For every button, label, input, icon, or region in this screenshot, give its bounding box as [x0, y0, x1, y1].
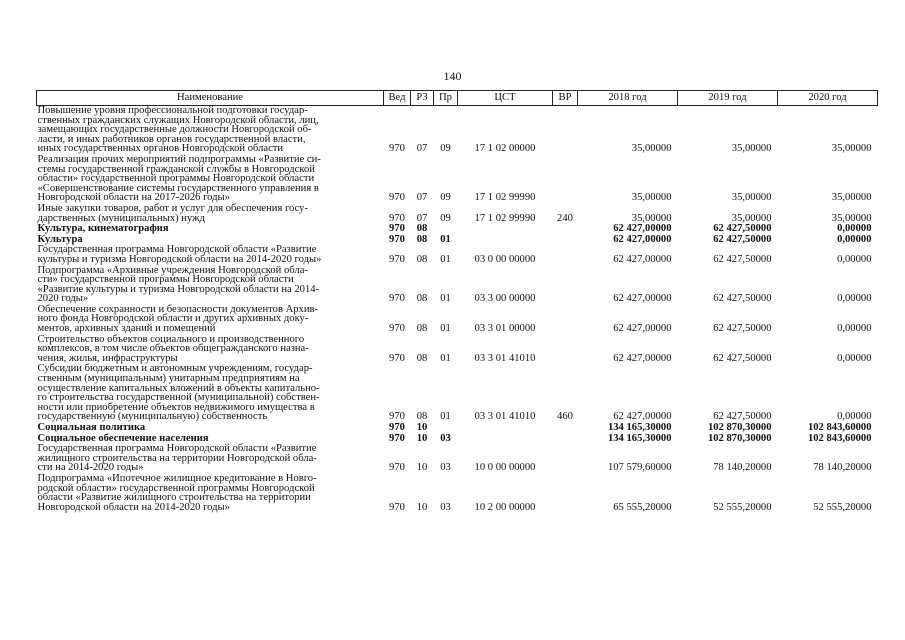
cst-cell	[458, 235, 553, 246]
row-name-line: Подпрограмма «Архивные учреждения Новгородской обла-	[37, 264, 308, 276]
table-row	[37, 266, 878, 305]
rz-cell: 08	[416, 253, 428, 265]
row-name-line: Реализация прочих мероприятий подпрограммы «Развитие си-	[37, 153, 321, 165]
amount-2018-cell: 62 427,00000	[613, 223, 672, 235]
pr-cell: 01	[440, 411, 451, 423]
amount-2019-cell: 35,00000	[731, 212, 772, 224]
pr-cell: 01	[440, 293, 451, 305]
row-name-line: замещающих государственные должности Новгородской об-	[37, 124, 312, 136]
ved-cell: 970	[389, 462, 405, 474]
amount-2018-cell: 35,00000	[631, 212, 672, 224]
amount-2018-cell: 107 579,60000	[607, 462, 672, 474]
rz-cell: 08	[416, 293, 428, 305]
rz-cell: 08	[416, 352, 428, 364]
row-name-line: Культура	[37, 233, 83, 245]
ved-cell: 970	[389, 223, 405, 235]
amount-2019-cell: 62 427,50000	[713, 223, 772, 235]
column-header: 2019 год	[678, 91, 778, 106]
row-name	[37, 266, 384, 305]
pr-cell: 09	[440, 192, 451, 204]
amount-2020-cell: 52 555,20000	[813, 501, 872, 513]
cst-cell	[458, 423, 553, 434]
rz-cell: 10	[416, 432, 428, 444]
row-name-line: иных государственных органов Новгородской области	[37, 143, 284, 155]
row-name-line: «Развитие культуры и туризма Новгородской области на 2014-	[37, 283, 320, 295]
cst-cell	[458, 434, 553, 445]
row-name-line: Новгородской области на 2014-2020 годы»	[37, 501, 230, 513]
row-name-line: ласти, и иных работников органов государственной власти,	[37, 133, 306, 145]
ved-cell: 970	[389, 411, 405, 423]
cst-cell: 10 2 00 00000	[474, 501, 536, 513]
pr-cell: 01	[440, 253, 451, 265]
amount-2019-cell: 62 427,50000	[713, 253, 772, 265]
table-row	[37, 364, 878, 423]
rz-cell: 08	[416, 411, 428, 423]
amount-2018-cell: 62 427,00000	[613, 233, 672, 245]
row-name-line: области «Развитие жилищного строительства на территории	[37, 492, 311, 504]
table-row	[37, 444, 878, 474]
column-header: ЦСТ	[458, 91, 553, 106]
row-name-line: ственных гражданских служащих Новгородской области, лиц,	[37, 114, 319, 126]
rz-cell: 07	[416, 143, 428, 155]
row-name-line: «Совершенствование системы государственного управления в	[37, 182, 319, 194]
ved-cell: 970	[389, 323, 405, 335]
row-name-line: Субсидии бюджетным и автономным учреждениям, государ-	[37, 363, 313, 375]
ved-cell: 970	[389, 233, 405, 245]
amount-2019-cell: 52 555,20000	[713, 501, 772, 513]
amount-2019-cell: 62 427,50000	[713, 233, 772, 245]
ved-cell: 970	[389, 253, 405, 265]
column-header: Пр	[434, 91, 458, 106]
table-header-row	[37, 91, 878, 106]
column-header: 2018 год	[578, 91, 678, 106]
amount-2019-cell: 62 427,50000	[713, 323, 772, 335]
row-name-line: Социальное обеспечение населения	[37, 432, 209, 444]
row-name-line: стемы государственной гражданской службы в Новгородской	[37, 163, 315, 175]
vr-cell	[553, 155, 578, 204]
amount-2018-cell: 62 427,00000	[613, 253, 672, 265]
table-row	[37, 305, 878, 335]
ved-cell: 970	[389, 432, 405, 444]
row-name	[37, 224, 384, 235]
row-name	[37, 305, 384, 335]
row-name-line: ментов, архивных зданий и помещений	[37, 323, 216, 335]
row-name	[37, 155, 384, 204]
table-row	[37, 245, 878, 265]
ved-cell: 970	[389, 212, 405, 224]
rz-cell: 08	[416, 233, 428, 245]
table-row	[37, 423, 878, 434]
amount-2019-cell: 62 427,50000	[713, 293, 772, 305]
amount-2020-cell: 0,00000	[837, 253, 872, 265]
amount-2019-cell: 62 427,50000	[713, 411, 772, 423]
amount-2018-cell: 62 427,00000	[613, 323, 672, 335]
column-header: 2020 год	[778, 91, 878, 106]
pr-cell: 09	[440, 212, 451, 224]
row-name-line: культуры и туризма Новгородской области на 2014-2020 годы»	[37, 253, 322, 265]
ved-cell: 970	[389, 422, 405, 433]
pr-cell: 01	[440, 323, 451, 335]
amount-2019-cell: 35,00000	[731, 192, 772, 204]
row-name-line: дарственных (муниципальных) нужд	[37, 212, 205, 224]
pr-cell	[434, 423, 458, 434]
vr-cell	[553, 474, 578, 513]
ved-cell: 970	[389, 192, 405, 204]
row-name-line: Иные закупки товаров, работ и услуг для обеспечения госу-	[37, 202, 309, 214]
pr-cell: 01	[440, 352, 451, 364]
amount-2020-cell: 0,00000	[837, 223, 872, 235]
cst-cell: 03 3 01 41010	[474, 352, 536, 364]
amount-2020-cell: 0,00000	[837, 233, 872, 245]
amount-2018-cell: 62 427,00000	[613, 293, 672, 305]
pr-cell: 03	[440, 462, 451, 474]
amount-2020-cell: 78 140,20000	[813, 462, 872, 474]
cst-cell: 10 0 00 00000	[474, 462, 536, 474]
cst-cell: 17 1 02 00000	[474, 143, 536, 155]
row-name-line: ности или приобретение объектов недвижимого имущества в	[37, 401, 315, 413]
row-name-line: Подпрограмма «Ипотечное жилищное кредитование в Новго-	[37, 472, 317, 484]
table-row	[37, 474, 878, 513]
row-name	[37, 423, 384, 434]
amount-2019-cell: 35,00000	[731, 143, 772, 155]
vr-cell: 460	[557, 411, 573, 423]
amount-2020-cell: 35,00000	[831, 192, 872, 204]
vr-cell	[553, 335, 578, 365]
vr-cell	[553, 423, 578, 434]
amount-2019-cell: 102 870,30000	[707, 432, 772, 444]
amount-2018-cell: 35,00000	[631, 143, 672, 155]
cst-cell	[458, 224, 553, 235]
cst-cell: 03 0 00 00000	[474, 253, 536, 265]
rz-cell: 08	[416, 323, 428, 335]
row-name	[37, 204, 384, 224]
amount-2018-cell: 62 427,00000	[613, 352, 672, 364]
row-name-line: Строительство объектов социального и производственного	[37, 333, 305, 345]
vr-cell	[553, 106, 578, 155]
amount-2020-cell: 0,00000	[837, 293, 872, 305]
row-name-line: области» государственной программы Новгородской области	[37, 173, 315, 185]
amount-2018-cell: 134 165,30000	[607, 432, 672, 444]
cst-cell: 03 3 01 00000	[474, 323, 536, 335]
row-name	[37, 106, 384, 155]
amount-2018-cell: 62 427,00000	[613, 411, 672, 423]
pr-cell: 03	[440, 432, 451, 444]
column-header: Вед	[384, 91, 411, 106]
vr-cell	[553, 305, 578, 335]
amount-2020-cell: 35,00000	[831, 143, 872, 155]
amount-2019-cell: 62 427,50000	[713, 352, 772, 364]
ved-cell: 970	[389, 293, 405, 305]
row-name-line: сти на 2014-2020 годы»	[37, 462, 144, 474]
cst-cell: 17 1 02 99990	[474, 212, 536, 224]
pr-cell: 03	[440, 501, 451, 513]
row-name-line: ного фонда Новгородской области и других архивных доку-	[37, 313, 309, 325]
ved-cell: 970	[389, 501, 405, 513]
table-row	[37, 155, 878, 204]
row-name-line: Повышение уровня профессиональной подготовки государ-	[37, 105, 308, 116]
vr-cell	[553, 245, 578, 265]
row-name-line: Обеспечение сохранности и безопасности документов Архив-	[37, 303, 319, 315]
rz-cell: 10	[416, 501, 428, 513]
row-name-line: государственную (муниципальную) собственность	[37, 411, 268, 423]
ved-cell: 970	[389, 143, 405, 155]
cst-cell: 03 3 00 00000	[474, 293, 536, 305]
vr-cell	[553, 434, 578, 445]
row-name-line: Государственная программа Новгородской области «Развитие	[37, 244, 317, 256]
pr-cell: 09	[440, 143, 451, 155]
row-name-line: Культура, кинематография	[37, 223, 169, 235]
amount-2019-cell: 78 140,20000	[713, 462, 772, 474]
pr-cell: 01	[440, 233, 451, 245]
column-header: РЗ	[411, 91, 434, 106]
cst-cell: 03 3 01 41010	[474, 411, 536, 423]
row-name-line: родской области» государственной программы Новгородской	[37, 482, 315, 494]
table-row	[37, 204, 878, 224]
cst-cell: 17 1 02 99990	[474, 192, 536, 204]
vr-cell	[553, 266, 578, 305]
column-header: Наименование	[37, 91, 384, 106]
row-name-line: Новгородской области на 2017-2026 годы»	[37, 192, 230, 204]
table-row	[37, 106, 878, 155]
row-name-line: сти» государственной программы Новгородской области	[37, 274, 294, 286]
amount-2019-cell: 102 870,30000	[707, 422, 772, 433]
rz-cell: 10	[416, 462, 428, 474]
amount-2020-cell: 0,00000	[837, 352, 872, 364]
amount-2020-cell: 102 843,60000	[807, 422, 872, 433]
budget-table	[36, 90, 878, 513]
row-name-line: ственным (муниципальным) унитарным предприятиям на	[37, 373, 300, 385]
row-name-line: Государственная программа Новгородской области «Развитие	[37, 443, 317, 455]
amount-2020-cell: 102 843,60000	[807, 432, 872, 444]
row-name	[37, 335, 384, 365]
vr-cell	[553, 444, 578, 474]
row-name-line: осуществление капитальных вложений в объекты капитально-	[37, 382, 320, 394]
amount-2018-cell: 35,00000	[631, 192, 672, 204]
column-header: ВР	[553, 91, 578, 106]
row-name	[37, 444, 384, 474]
row-name-line: го строительства государственной (муниципальной) собствен-	[37, 392, 320, 404]
rz-cell: 07	[416, 212, 428, 224]
row-name-line: чения, жилья, инфраструктуры	[37, 352, 178, 364]
amount-2020-cell: 0,00000	[837, 411, 872, 423]
row-name-line: жилищного строительства на территории Новгородской обла-	[37, 452, 317, 464]
rz-cell: 10	[416, 422, 428, 433]
vr-cell	[553, 235, 578, 246]
row-name-line: комплексов, в том числе объектов общегражданского назна-	[37, 343, 309, 355]
vr-cell	[553, 224, 578, 235]
page-number: 140	[443, 69, 462, 83]
rz-cell: 07	[416, 192, 428, 204]
amount-2018-cell: 65 555,20000	[613, 501, 672, 513]
table-body	[37, 106, 878, 514]
row-name-line: 2020 годы»	[37, 293, 89, 305]
row-name-line: Социальная политика	[37, 422, 146, 433]
row-name	[37, 364, 384, 423]
table-row	[37, 335, 878, 365]
vr-cell: 240	[557, 212, 573, 224]
amount-2020-cell: 35,00000	[831, 212, 872, 224]
rz-cell: 08	[416, 223, 428, 235]
ved-cell: 970	[389, 352, 405, 364]
row-name	[37, 474, 384, 513]
amount-2018-cell: 134 165,30000	[607, 422, 672, 433]
row-name	[37, 245, 384, 265]
amount-2020-cell: 0,00000	[837, 323, 872, 335]
